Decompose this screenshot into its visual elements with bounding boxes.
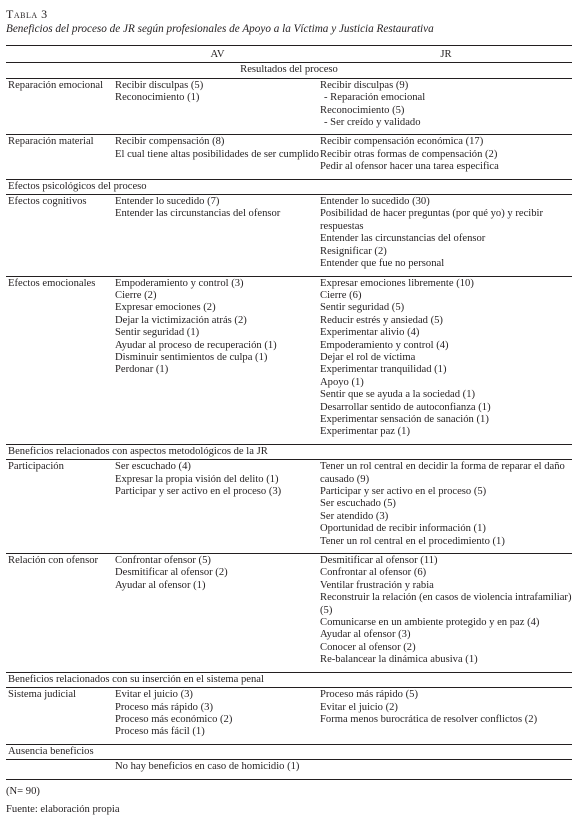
- jr-item: Recibir otras formas de compensación (2): [320, 148, 498, 160]
- av-item: Confrontar ofensor (5): [115, 555, 211, 567]
- section-row: [6, 744, 572, 759]
- jr-item: - Ser creído y validado: [324, 117, 421, 129]
- jr-cell: [320, 554, 572, 673]
- av-item: Empoderamiento y control (3): [115, 277, 244, 289]
- av-item: Evitar el juicio (3): [115, 689, 193, 701]
- source-note: Fuente: elaboración propia: [6, 803, 120, 815]
- table-row: [6, 276, 572, 444]
- av-item: Ayudar al proceso de recuperación (1): [115, 339, 277, 351]
- section-title: Ausencia beneficios: [6, 744, 572, 759]
- header-av: AV: [115, 46, 320, 63]
- jr-cell: [320, 195, 572, 276]
- section-title: Resultados del proceso: [6, 63, 572, 78]
- section-title: Beneficios relacionados con aspectos metodológicos de la JR: [6, 444, 572, 459]
- jr-item: Reconocimiento (5): [320, 104, 405, 116]
- section-row: [6, 672, 572, 687]
- av-cell: [115, 135, 320, 179]
- jr-item: Apoyo (1): [320, 376, 364, 388]
- jr-item: Expresar emociones libremente (10): [320, 277, 474, 289]
- category-label: Efectos cognitivos: [6, 195, 115, 276]
- jr-item: Conocer al ofensor (2): [320, 641, 416, 653]
- av-cell: [115, 276, 320, 444]
- jr-item: Forma menos burocrática de resolver conflictos (2): [320, 713, 538, 725]
- jr-cell: [320, 276, 572, 444]
- av-item: Ayudar al ofensor (1): [115, 579, 206, 591]
- av-item: Expresar la propia visión del delito (1): [115, 473, 279, 485]
- section-row: [6, 179, 572, 194]
- jr-item: - Reparación emocional: [324, 92, 426, 104]
- jr-item: Empoderamiento y control (4): [320, 339, 449, 351]
- table-row: [6, 460, 572, 554]
- av-item: Participar y ser activo en el proceso (3): [115, 486, 282, 497]
- av-item: Desmitificar al ofensor (2): [115, 567, 228, 579]
- av-item: Recibir disculpas (5): [115, 79, 204, 91]
- jr-item: Posibilidad de hacer preguntas (por qué yo) y recibir respuestas: [320, 208, 543, 232]
- av-item: Recibir compensación (8): [115, 136, 225, 148]
- document-page: [6, 8, 574, 816]
- category-label: Relación con ofensor: [6, 554, 115, 673]
- section-title: Efectos psicológicos del proceso: [6, 179, 572, 194]
- jr-item: Sentir seguridad (5): [320, 302, 405, 314]
- jr-item: Tener un rol central en decidir la forma de reparar el daño causado (9): [320, 461, 565, 485]
- table-header-row: [6, 46, 572, 63]
- jr-item: Re-balancear la dinámica abusiva (1): [320, 654, 478, 666]
- table-caption: Beneficios del proceso de JR según profesionales de Apoyo a la Víctima y Justicia Restaurativa: [6, 23, 434, 35]
- header-jr: JR: [320, 46, 572, 63]
- jr-item: Resignificar (2): [320, 245, 387, 257]
- av-item: Dejar la victimización atrás (2): [115, 314, 247, 326]
- jr-item: Desarrollar sentido de autoconfianza (1): [320, 401, 491, 413]
- jr-item: Tener un rol central en el procedimiento (1): [320, 535, 505, 547]
- av-item: Proceso más fácil (1): [115, 726, 205, 738]
- av-item: Cierre (2): [115, 289, 157, 301]
- jr-item: Ventilar frustración y rabia: [320, 579, 434, 591]
- av-item: Sentir seguridad (1): [115, 327, 200, 339]
- av-cell: [115, 688, 320, 745]
- section-title: Beneficios relacionados con su inserción en el sistema penal: [6, 672, 572, 687]
- category-label: Participación: [6, 460, 115, 554]
- table-row: [6, 78, 572, 135]
- jr-item: Cierre (6): [320, 289, 362, 301]
- av-item: Disminuir sentimientos de culpa (1): [115, 351, 268, 363]
- jr-item: Ser escuchado (5): [320, 498, 396, 510]
- category-label: Reparación material: [6, 135, 115, 179]
- benefits-table: [6, 45, 572, 780]
- jr-item: Evitar el juicio (2): [320, 701, 398, 713]
- jr-item: Proceso más rápido (5): [320, 689, 418, 701]
- av-item: Ser escuchado (4): [115, 461, 191, 473]
- av-item: Entender lo sucedido (7): [115, 196, 220, 208]
- av-item: Proceso más económico (2): [115, 713, 233, 725]
- table-row: [6, 195, 572, 276]
- jr-item: Experimentar alivio (4): [320, 327, 420, 339]
- jr-cell: [320, 688, 572, 745]
- jr-cell: [320, 78, 572, 135]
- av-cell: [115, 760, 320, 779]
- av-cell: [115, 460, 320, 554]
- category-label: Efectos emocionales: [6, 276, 115, 444]
- header-empty-cell: [6, 46, 115, 63]
- jr-item: Sentir que se ayuda a la sociedad (1): [320, 389, 476, 401]
- jr-cell: [320, 135, 572, 179]
- jr-item: Entender las circunstancias del ofensor: [320, 233, 486, 245]
- table-body: [6, 46, 572, 780]
- jr-item: Recibir disculpas (9): [320, 79, 409, 91]
- section-row: [6, 63, 572, 78]
- jr-item: Comunicarse en un ambiente protegido y en paz (4): [320, 617, 540, 629]
- table-row: [6, 760, 572, 779]
- jr-item: Recibir compensación económica (17): [320, 136, 484, 148]
- jr-item: Ser atendido (3): [320, 510, 389, 522]
- jr-item: Entender lo sucedido (30): [320, 196, 430, 208]
- sample-size-note: (N= 90): [6, 785, 40, 797]
- table-label: Tabla 3: [6, 7, 48, 21]
- jr-item: Participar y ser activo en el proceso (5): [320, 486, 487, 497]
- jr-cell: [320, 760, 572, 779]
- av-cell: [115, 554, 320, 673]
- jr-item: Reconstruir la relación (en casos de violencia intrafamiliar) (5): [320, 592, 572, 616]
- jr-item: Pedir al ofensor hacer una tarea especifica: [320, 161, 499, 173]
- table-row: [6, 554, 572, 673]
- jr-item: Experimentar tranquilidad (1): [320, 364, 447, 376]
- av-item: El cual tiene altas posibilidades de ser cumplido: [115, 148, 319, 160]
- table-row: [6, 688, 572, 745]
- av-cell: [115, 78, 320, 135]
- jr-item: Ayudar al ofensor (3): [320, 629, 411, 641]
- jr-item: Desmitificar al ofensor (11): [320, 555, 438, 567]
- jr-item: Entender que fue no personal: [320, 258, 445, 270]
- jr-item: Dejar el rol de víctima: [320, 351, 416, 363]
- category-label: [6, 760, 115, 779]
- jr-item: Experimentar sensación de sanación (1): [320, 413, 489, 425]
- category-label: Sistema judicial: [6, 688, 115, 745]
- av-item: No hay beneficios en caso de homicidio (1): [115, 761, 300, 773]
- jr-item: Experimentar paz (1): [320, 426, 411, 438]
- section-row: [6, 444, 572, 459]
- jr-item: Reducir estrés y ansiedad (5): [320, 314, 443, 326]
- av-item: Perdonar (1): [115, 364, 169, 376]
- jr-item: Confrontar al ofensor (6): [320, 567, 427, 579]
- av-item: Expresar emociones (2): [115, 302, 216, 314]
- av-item: Entender las circunstancias del ofensor: [115, 208, 281, 220]
- av-item: Proceso más rápido (3): [115, 701, 213, 713]
- table-row: [6, 135, 572, 179]
- av-cell: [115, 195, 320, 276]
- av-item: Reconocimiento (1): [115, 92, 200, 104]
- jr-item: Oportunidad de recibir información (1): [320, 523, 486, 535]
- category-label: Reparación emocional: [6, 78, 115, 135]
- jr-cell: [320, 460, 572, 554]
